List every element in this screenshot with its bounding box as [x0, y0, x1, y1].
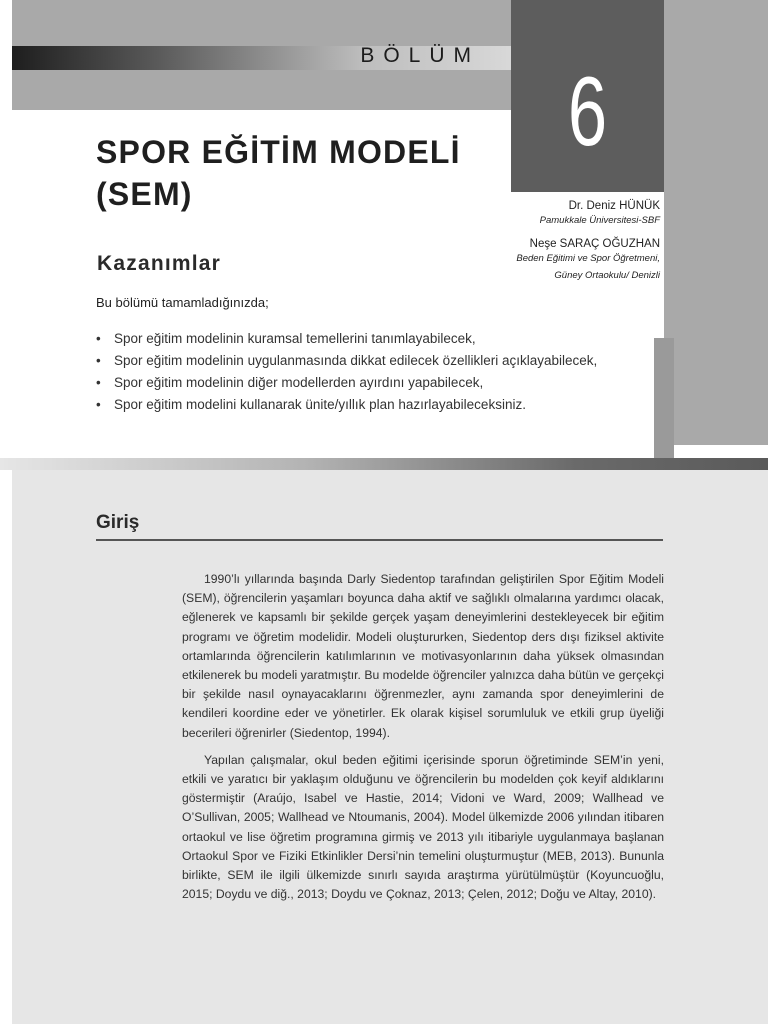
list-item: • Spor eğitim modelinin diğer modellerden ayırdını yapabilecek,	[96, 374, 641, 392]
author-affiliation: Beden Eğitimi ve Spor Öğretmeni,	[516, 253, 660, 264]
paragraph: Yapılan çalışmalar, okul beden eğitimi içerisinde sporun öğretiminde SEM’in yeni, etkili ve yaratıcı bir yaklaşım olduğunu ve öğrencilerin bu modelden çok keyif aldıklarını göstermiştir (Araújo, Isabel ve Hastie, 2014; Vidoni ve Ward, 2009; Wallhead ve O’Sullivan, 2005; Wallhead ve Ntoumanis, 2004). Model ülkemizde 2006 yılından itibaren ortaokul ve lise öğretim programına girmiş ve 2013 yılı itibariyle uygulanmaya başlanan Ortaokul Spor ve Fiziki Etkinlikler Dersi’nin temelini oluşturmuştur (MEB, 2013). Bununla birlikte, SEM ile ilgili ülkemizde sınırlı sayıda araştırma yürütülmüştür (Koyuncuoğlu, 2015; Doydu ve diğ., 2013; Doydu ve Çoknaz, 2013; Çelen, 2012; Doğu ve Altay, 2010).	[182, 752, 664, 902]
paragraph: 1990’lı yıllarında başında Darly Siedentop tarafından geliştirilen Spor Eğitim Modeli (SEM), öğrencilerin yaşamları boyunca daha aktif ve sağlıklı olmalarına yardımcı olacak, eğlenerek ve kapsamlı bir şekilde gerçek yaşam deneyimlerini destekleyecek bir eğitim programı ve öğretim modelidir. Modeli oluştururken, Siedentop ders dışı fiziksel aktivite ortamlarında öğrencilerin katılımlarının ve motivasyonlarının daha yüksek olmasından etkilenerek bu modeli yaratmıştır. Bu modelde öğrenciler yalnızca daha bütün ve gerçekçi bir şekilde nasıl oynayacaklarını öğrenmezler, aynı zamanda spor deneyimlerini de kendileri koordine eder ve yönetirler. Ek olarak kişisel sorumluluk ve etkili grup üyeliği becerileri öğrenirler (Siedentop, 1994).	[182, 572, 664, 740]
objectives-list	[96, 330, 641, 418]
separator-bar	[0, 458, 768, 470]
author-name: Neşe SARAÇ OĞUZHAN	[529, 238, 660, 250]
section-label: BÖLÜM	[360, 44, 480, 67]
chapter-title: SPOR EĞİTİM MODELİ (SEM)	[96, 134, 461, 212]
objectives-heading: Kazanımlar	[97, 252, 222, 275]
list-item: • Spor eğitim modelini kullanarak ünite/yıllık plan hazırlayabileceksiniz.	[96, 396, 641, 414]
list-item: • Spor eğitim modelinin uygulanmasında dikkat edilecek özellikleri açıklayabilecek,	[96, 352, 641, 370]
section-heading-rule	[96, 539, 663, 541]
section-heading: Giriş	[96, 512, 140, 533]
chapter-number-box	[511, 0, 664, 192]
author-affiliation: Güney Ortaokulu/ Denizli	[554, 270, 660, 281]
right-side-bar	[664, 110, 768, 445]
list-item: • Spor eğitim modelinin kuramsal temellerini tanımlayabilecek,	[96, 330, 641, 348]
section-label-bar	[12, 46, 596, 70]
objectives-intro: Bu bölümü tamamladığınızda;	[96, 295, 269, 310]
author-block	[516, 200, 660, 284]
author-name: Dr. Deniz HÜNÜK	[568, 200, 660, 212]
chapter-number: 6	[567, 56, 608, 166]
author-affiliation: Pamukkale Üniversitesi-SBF	[539, 215, 660, 226]
right-side-notch	[654, 338, 674, 470]
section-body	[182, 570, 664, 912]
